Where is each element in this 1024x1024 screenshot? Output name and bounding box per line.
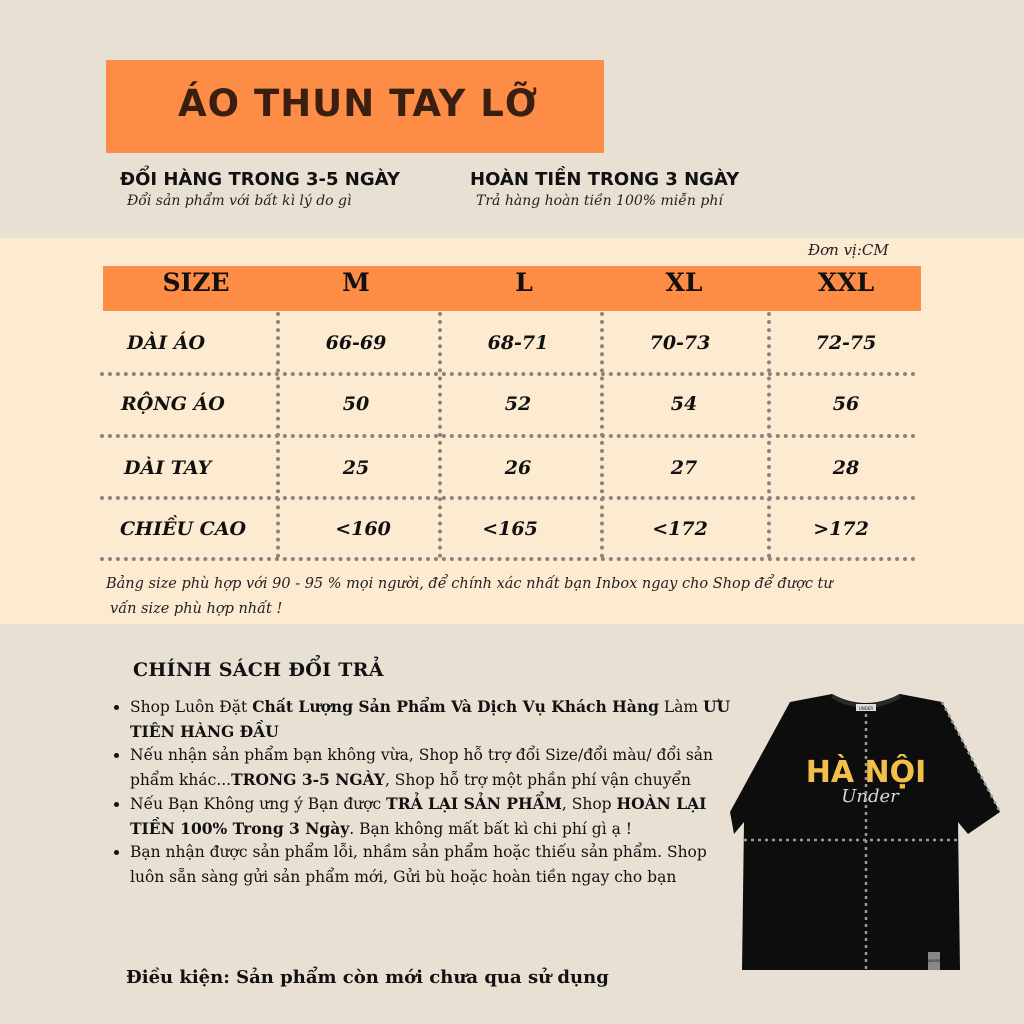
table-cell: >172 xyxy=(813,518,869,540)
size-note-line: Bảng size phù hợp với 90 - 95 % mọi người, để chính xác nhất bạn Inbox ngay cho Shop để được tư xyxy=(106,576,833,592)
grid-divider xyxy=(100,434,916,438)
policy-list xyxy=(112,695,745,889)
promo-exchange-subtitle: Đổi sản phẩm với bất kì lý do gì xyxy=(127,193,352,209)
table-cell: <172 xyxy=(652,518,708,540)
policy-text: , Shop xyxy=(561,795,617,813)
header-xl: XL xyxy=(665,268,703,297)
table-cell: 66-69 xyxy=(325,332,387,354)
policy-title: CHÍNH SÁCH ĐỔI TRẢ xyxy=(133,659,384,681)
policy-text: Nếu Bạn Không ưng ý Bạn được xyxy=(130,795,387,813)
table-cell: 70-73 xyxy=(649,332,711,354)
list-item xyxy=(130,792,745,841)
list-item xyxy=(130,841,745,889)
neck-label-text: UNDER xyxy=(858,706,874,711)
table-cell: 56 xyxy=(832,393,860,415)
promo-refund-title: HOÀN TIỀN TRONG 3 NGÀY xyxy=(470,169,740,190)
grid-divider xyxy=(100,557,916,561)
size-note-line: vấn size phù hợp nhất ! xyxy=(110,601,283,617)
policy-text: . Bạn không mất bất kì chi phí gì ạ ! xyxy=(349,819,632,838)
tshirt-product-image xyxy=(728,694,1004,972)
table-cell: 54 xyxy=(670,393,698,415)
table-cell: 28 xyxy=(832,457,860,479)
table-cell: 26 xyxy=(504,457,532,479)
row-label-sleeve: DÀI TAY xyxy=(124,457,212,479)
table-cell: <165 xyxy=(482,518,538,540)
policy-bold-text: ƯU TIÊN HÀNG ĐẦU xyxy=(130,697,731,741)
print-script-text: Under xyxy=(841,786,899,807)
print-main-text: HÀ NỘI xyxy=(805,755,927,790)
policy-bold-text: TRẢ LẠI SẢN PHẨM xyxy=(386,794,562,813)
policy-text: Làm xyxy=(658,698,704,716)
promo-refund-subtitle: Trả hàng hoàn tiền 100% miễn phí xyxy=(476,193,723,209)
list-item xyxy=(130,744,745,792)
row-label-width: RỘNG ÁO xyxy=(121,393,225,415)
policy-text: Shop Luôn Đặt xyxy=(130,698,253,716)
list-item xyxy=(130,695,745,744)
table-cell: 68-71 xyxy=(487,332,549,354)
header-xxl: XXL xyxy=(817,268,875,297)
unit-label: Đơn vị:CM xyxy=(808,241,889,259)
policy-text: , Shop hỗ trợ một phần phí vận chuyển xyxy=(384,770,691,789)
policy-bold-text: Chất Lượng Sản Phẩm Và Dịch Vụ Khách Hàng xyxy=(252,697,659,716)
table-cell: 72-75 xyxy=(815,332,877,354)
side-tag-text: UNDER xyxy=(927,959,941,963)
header-l: L xyxy=(515,268,533,297)
header-size: SIZE xyxy=(162,268,230,297)
promo-exchange-title: ĐỔI HÀNG TRONG 3-5 NGÀY xyxy=(120,169,400,190)
policy-bold-text: HOÀN LẠI TIỀN 100% Trong 3 Ngày xyxy=(130,794,707,838)
policy-text: Bạn nhận được sản phẩm lỗi, nhầm sản phẩm hoặc thiếu sản phẩm. Shop luôn sẵn sàng gửi sản phẩm mới, Gửi bù hoặc hoàn tiền ngay cho bạn xyxy=(130,843,707,886)
page-title: ÁO THUN TAY LỠ xyxy=(178,82,539,125)
size-note xyxy=(106,572,921,622)
policy-text: Nếu nhận sản phẩm bạn không vừa, Shop hỗ trợ đổi Size/đổi màu/ đổi sản phẩm khác... xyxy=(130,746,714,789)
row-label-height: CHIỀU CAO xyxy=(120,518,247,540)
grid-divider xyxy=(100,496,916,500)
header-m: M xyxy=(342,268,370,297)
policy-bold-text: TRONG 3-5 NGÀY xyxy=(231,769,385,789)
table-cell: 27 xyxy=(670,457,698,479)
table-cell: 50 xyxy=(342,393,370,415)
title-banner xyxy=(106,60,604,153)
table-cell: 25 xyxy=(342,457,370,479)
table-cell: <160 xyxy=(335,518,391,540)
condition-note: Điều kiện: Sản phẩm còn mới chưa qua sử dụng xyxy=(126,967,609,988)
row-label-length: DÀI ÁO xyxy=(127,332,206,354)
table-cell: 52 xyxy=(504,393,532,415)
grid-divider xyxy=(100,372,916,376)
